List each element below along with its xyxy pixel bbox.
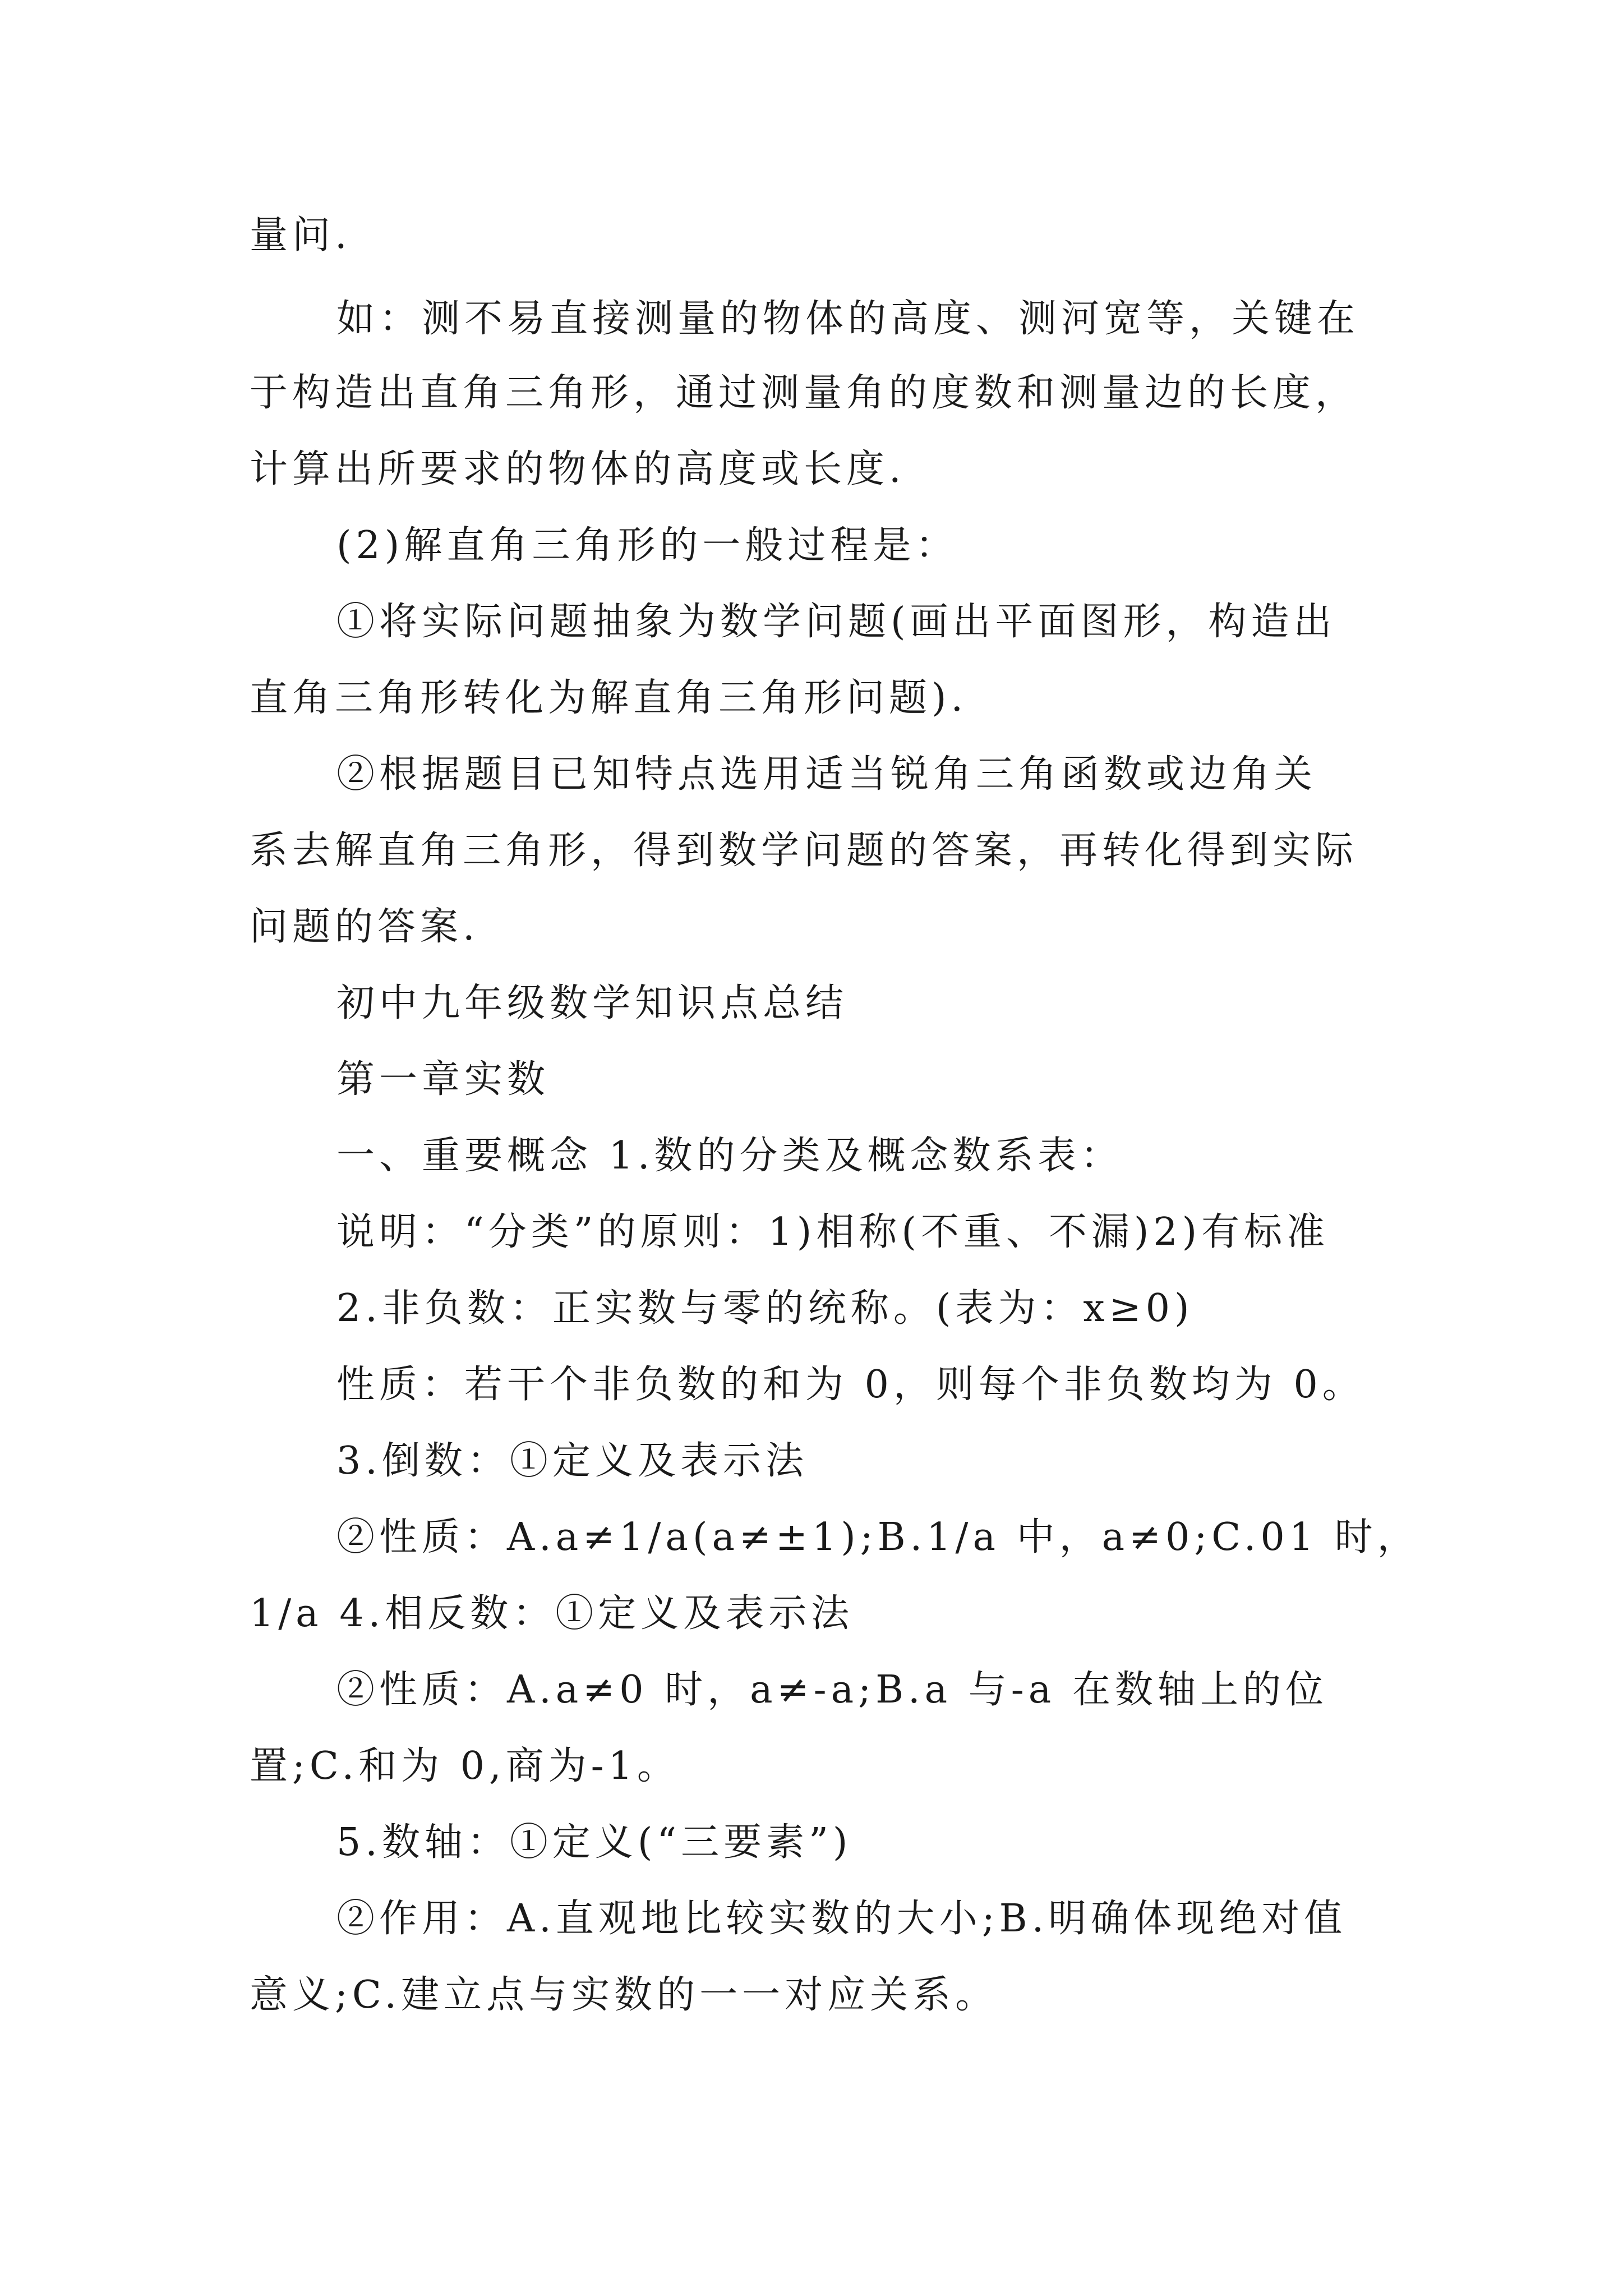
paragraph-line: ②根据题目已知特点选用适当锐角三角函数或边角关 (336, 752, 1317, 797)
paragraph-line: 5.数轴：①定义(“三要素”) (336, 1820, 852, 1865)
paragraph-line: 于构造出直角三角形，通过测量角的度数和测量边的长度， (250, 371, 1358, 415)
paragraph-line: 一、重要概念 1.数的分类及概念数系表： (336, 1134, 1123, 1178)
paragraph-line: 计算出所要求的物体的高度或长度. (250, 447, 906, 491)
paragraph-line: 性质：若干个非负数的和为 0，则每个非负数均为 0。 (336, 1363, 1365, 1407)
paragraph-line: 3.倒数：①定义及表示法 (336, 1439, 808, 1483)
paragraph-line: 直角三角形转化为解直角三角形问题). (250, 676, 968, 720)
paragraph-line: 1/a 4.相反数：①定义及表示法 (250, 1591, 854, 1636)
paragraph-line: (2)解直角三角形的一般过程是： (336, 523, 958, 568)
paragraph-line: ②性质：A.a≠0 时，a≠-a;B.a 与-a 在数轴上的位 (336, 1668, 1328, 1712)
paragraph-line: 问题的答案. (250, 905, 479, 949)
paragraph-line: 说明：“分类”的原则：1)相称(不重、不漏)2)有标准 (336, 1210, 1330, 1254)
paragraph-line: 如：测不易直接测量的物体的高度、测河宽等，关键在 (336, 297, 1360, 341)
paragraph-line: 意义;C.建立点与实数的一一对应关系。 (250, 1973, 998, 2017)
paragraph-line: 置;C.和为 0,商为-1。 (250, 1744, 680, 1788)
paragraph-line: 2.非负数：正实数与零的统称。(表为：x≥0) (336, 1286, 1194, 1331)
paragraph-line: ②性质：A.a≠1/a(a≠±1);B.1/a 中，a≠0;C.01 时， (336, 1515, 1420, 1559)
chapter-heading: 第一章实数 (336, 1057, 550, 1102)
paragraph-line: 系去解直角三角形，得到数学问题的答案，再转化得到实际 (250, 829, 1358, 873)
paragraph-line: 量问. (250, 213, 352, 257)
paragraph-line: ②作用：A.直观地比较实数的大小;B.明确体现绝对值 (336, 1897, 1347, 1941)
paragraph-line: ①将实际问题抽象为数学问题(画出平面图形，构造出 (336, 600, 1336, 644)
section-heading: 初中九年级数学知识点总结 (336, 981, 849, 1025)
